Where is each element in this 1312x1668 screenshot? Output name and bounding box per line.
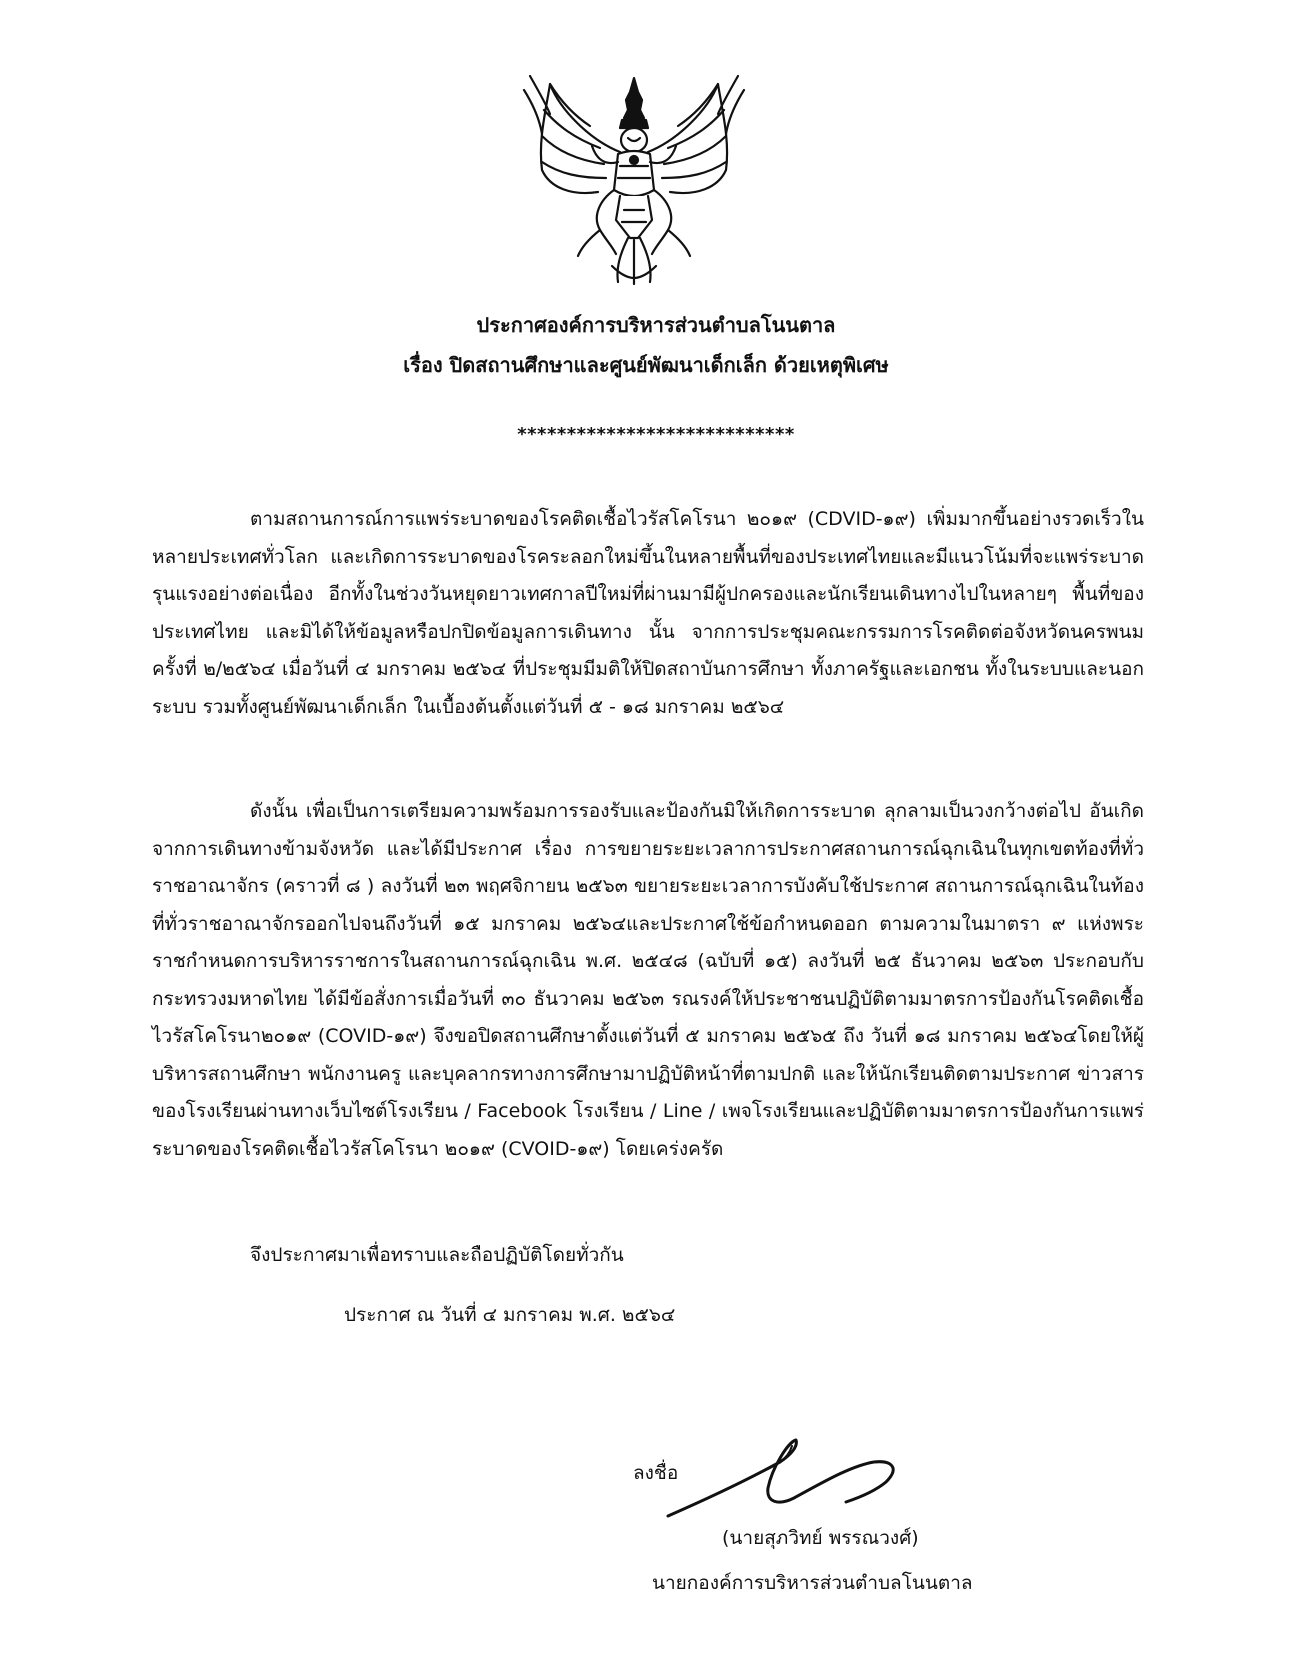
announcement-subject: เรื่อง ปิดสถานศึกษาและศูนย์พัฒนาเด็กเล็ก ด้วยเหตุพิเศษ	[403, 353, 889, 377]
handwritten-signature	[660, 1432, 960, 1522]
closing-statement: จึงประกาศมาเพื่อทราบและถือปฏิบัติโดยทั่วกัน	[250, 1244, 624, 1266]
signature-label: ลงชื่อ	[633, 1462, 679, 1484]
body-paragraph-2: ดังนั้น เพื่อเป็นการเตรียมความพร้อมการรองรับและป้องกันมิให้เกิดการระบาด ลุกลามเป็นวงกว้างต่อไป อันเกิดจากการเดินทางข้ามจังหวัด และได้มีประกาศ เรื่อง การขยายระยะเวลาการประกาศสถานการณ์ฉุกเฉินในทุกเขตท้องที่ทั่วราชอาณาจักร (คราวที่ ๘ ) ลงวันที่ ๒๓ พฤศจิกายน ๒๕๖๓ ขยายระยะเวลาการบังคับใช้ประกาศ สถานการณ์ฉุกเฉินในท้องที่ทั่วราชอาณาจักรออกไปจนถึงวันที่ ๑๕ มกราคม ๒๕๖๔และประกาศใช้ข้อกำหนดออก ตามความในมาตรา ๙ แห่งพระราชกำหนดการบริหารราชการในสถานการณ์ฉุกเฉิน พ.ศ. ๒๕๔๘ (ฉบับที่ ๑๕) ลงวันที่ ๒๕ ธันวาคม ๒๕๖๓ ประกอบกับกระทรวงมหาดไทย ได้มีข้อสั่งการเมื่อวันที่ ๓๐ ธันวาคม ๒๕๖๓ รณรงค์ให้ประชาชนปฏิบัติตามมาตรการป้องกันโรคติดเชื้อไวรัสโคโรนา๒๐๑๙ (COVID-๑๙) จึงขอปิดสถานศึกษาตั้งแต่วันที่ ๕ มกราคม ๒๕๖๕ ถึง วันที่ ๑๘ มกราคม ๒๕๖๔โดยให้ผู้บริหารสถานศึกษา พนักงานครู และบุคลากรทางการศึกษามาปฏิบัติหน้าที่ตามปกติ และให้นักเรียนติดตามประกาศ ข่าวสารของโรงเรียนผ่านทางเว็บไซต์โรงเรียน / Facebook โรงเรียน / Line / เพจโรงเรียนและปฏิบัติตามมาตรการป้องกันการแพร่ระบาดของโรคติดเชื้อไวรัสโคโรนา ๒๐๑๙ (CVOID-๑๙) โดยเคร่งครัด	[152, 800, 1144, 1160]
body-paragraph-1: ตามสถานการณ์การแพร่ระบาดของโรคติดเชื้อไวรัสโคโรนา ๒๐๑๙ (CDVID-๑๙) เพิ่มมากขึ้นอย่างรวดเร็วในหลายประเทศทั่วโลก และเกิดการระบาดของโรคระลอกใหม่ขึ้นในหลายพื้นที่ของประเทศไทยและมีแนวโน้มที่จะแพร่ระบาดรุนแรงอย่างต่อเนื่อง อีกทั้งในช่วงวันหยุดยาวเทศกาลปีใหม่ที่ผ่านมามีผู้ปกครองและนักเรียนเดินทางไปในหลายๆ พื้นที่ของประเทศไทย และมิได้ให้ข้อมูลหรือปกปิดข้อมูลการเดินทาง นั้น จากการประชุมคณะกรรมการโรคติดต่อจังหวัดนครพนม ครั้งที่ ๒/๒๕๖๔ เมื่อวันที่ ๔ มกราคม ๒๕๖๔ ที่ประชุมมีมติให้ปิดสถาบันการศึกษา ทั้งภาครัฐและเอกชน ทั้งในระบบและนอกระบบ รวมทั้งศูนย์พัฒนาเด็กเล็ก ในเบื้องต้นตั้งแต่วันที่ ๕ - ๑๘ มกราคม ๒๕๖๔	[152, 508, 1144, 718]
separator-stars: ****************************	[517, 424, 795, 445]
signer-position: นายกองค์การบริหารส่วนตำบลโนนตาล	[652, 1572, 973, 1594]
signer-name: (นายสุภวิทย์ พรรณวงศ์)	[722, 1527, 919, 1549]
announcement-title: ประกาศองค์การบริหารส่วนตำบลโนนตาล	[476, 313, 836, 337]
announcement-date: ประกาศ ณ วันที่ ๔ มกราคม พ.ศ. ๒๕๖๔	[344, 1304, 676, 1326]
garuda-emblem-icon	[520, 70, 748, 288]
